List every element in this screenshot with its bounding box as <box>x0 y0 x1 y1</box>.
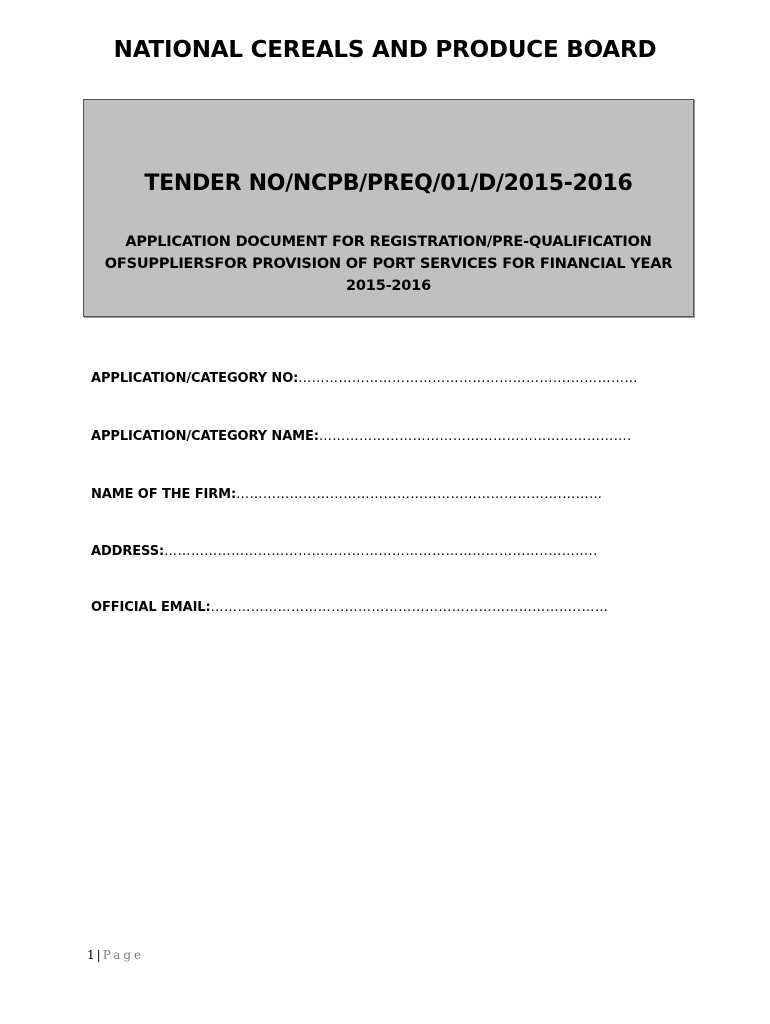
field-address <box>91 544 598 559</box>
field-official-email <box>91 600 608 615</box>
tender-description-line: OFSUPPLIERSFOR PROVISION OF PORT SERVICES FOR FINANCIAL YEAR <box>104 256 673 272</box>
tender-description <box>84 231 693 297</box>
page-footer <box>87 948 144 962</box>
field-label: APPLICATION/CATEGORY NAME: <box>91 429 319 444</box>
tender-description-line: 2015-2016 <box>346 278 431 294</box>
field-label: APPLICATION/CATEGORY NO: <box>91 371 299 386</box>
field-label: ADDRESS: <box>91 544 165 559</box>
field-fill-line: ……………………………………………………………. <box>318 429 632 444</box>
page-word: Page <box>102 948 145 962</box>
field-label: OFFICIAL EMAIL: <box>91 600 211 615</box>
field-label: NAME OF THE FIRM: <box>91 487 237 502</box>
tender-box <box>83 99 694 317</box>
field-application-category-name <box>91 429 632 444</box>
field-fill-line: …………………………………………………………………………..……….. <box>164 544 598 559</box>
field-fill-line: ………………………………………………………………………..…… <box>210 600 609 615</box>
field-fill-line: …………………………………………………….…………… <box>298 371 638 386</box>
tender-description-line: APPLICATION DOCUMENT FOR REGISTRATION/PRE-QUALIFICATION <box>125 234 652 250</box>
organization-title: NATIONAL CEREALS AND PRODUCE BOARD <box>113 37 657 63</box>
field-name-of-firm <box>91 487 602 502</box>
field-application-category-no <box>91 371 638 386</box>
page-separator: | <box>96 948 101 962</box>
page-number: 1 <box>87 948 95 962</box>
field-fill-line: ……………………………………………………………….……… <box>236 487 603 502</box>
tender-number: TENDER NO/NCPB/PREQ/01/D/2015-2016 <box>144 171 633 196</box>
